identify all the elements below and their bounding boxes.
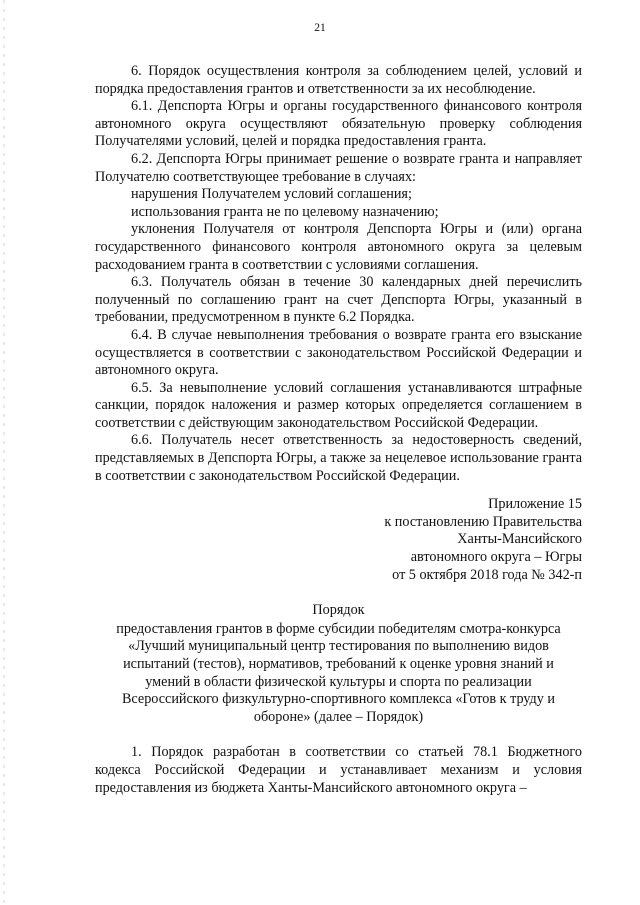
paragraph-6-1: 6.1. Депспорта Югры и органы государственного финансового контроля автономного округа осуществляют обязательную проверку соблюдения Получателями условий, целей и порядка предоставления гранта.: [95, 98, 582, 150]
case-evasion: уклонения Получателя от контроля Депспорта Югры и (или) органа государственного финансового контроля автономного округа за целевым расходованием гранта в соответствии с условиями соглашения.: [95, 221, 582, 273]
document-title: [95, 602, 582, 726]
appendix-header: [95, 496, 582, 584]
order-body: [95, 744, 582, 797]
title-line: умений в области физической культуры и спорта по реализации: [145, 673, 532, 690]
appendix-region: Ханты-Мансийского: [457, 531, 582, 548]
paragraph-1: 1. Порядок разработан в соответствии со статьей 78.1 Бюджетного кодекса Российской Федерации и устанавливает механизм и условия предоставления из бюджета Ханты-Мансийского автономного округа –: [95, 744, 582, 796]
section-6: [95, 63, 582, 485]
appendix-date: от 5 октября 2018 года № 342-п: [392, 566, 582, 583]
paragraph-6-4: 6.4. В случае невыполнения требования о возврате гранта его взыскание осуществляется в соответствии с законодательством Российской Федерации и автономного округа.: [95, 326, 582, 379]
title-line: обороне» (далее – Порядок): [253, 708, 424, 725]
scan-edge: [3, 0, 5, 905]
appendix-okrug: автономного округа – Югры: [410, 549, 582, 566]
paragraph-6-6: 6.6. Получатель несет ответственность за недостоверность сведений, представляемых в Депспорта Югры, а также за нецелевое использование гранта в соответствии с законодательством Российской Федерации.: [95, 432, 582, 484]
appendix-number: Приложение 15: [488, 496, 582, 513]
case-violation: нарушения Получателем условий соглашения;: [131, 186, 412, 203]
page-number: 21: [314, 22, 326, 34]
paragraph-6-5: 6.5. За невыполнение условий соглашения устанавливаются штрафные санкции, порядок наложения и размер которых определяется соглашением в соответствии с действующим законодательством Российской Федерации.: [95, 379, 582, 431]
appendix-resolution: к постановлению Правительства: [384, 513, 582, 530]
paragraph-6: 6. Порядок осуществления контроля за соблюдением целей, условий и порядка предоставления грантов и ответственности за их несоблюдение.: [95, 63, 582, 97]
case-misuse: использования гранта не по целевому назначению;: [131, 203, 439, 220]
document-content: [95, 63, 582, 797]
paragraph-6-2: 6.2. Депспорта Югры принимает решение о возврате гранта и направляет Получателю соответствующее требование в случаях:: [95, 150, 582, 185]
title-line: «Лучший муниципальный центр тестирования по выполнению видов: [128, 638, 549, 655]
title-line: испытаний (тестов), нормативов, требований к оценке уровня знаний и: [123, 656, 554, 672]
title-word: Порядок: [312, 602, 365, 619]
title-line: предоставления грантов в форме субсидии победителям смотра-конкурса: [116, 620, 561, 637]
title-line: Всероссийского физкультурно-спортивного комплекса «Готов к труду и: [121, 691, 556, 708]
paragraph-6-3: 6.3. Получатель обязан в течение 30 календарных дней перечислить полученный по соглашению грант на счет Депспорта Югры, указанный в требовании, предусмотренном в пункте 6.2 Порядка.: [95, 274, 582, 326]
